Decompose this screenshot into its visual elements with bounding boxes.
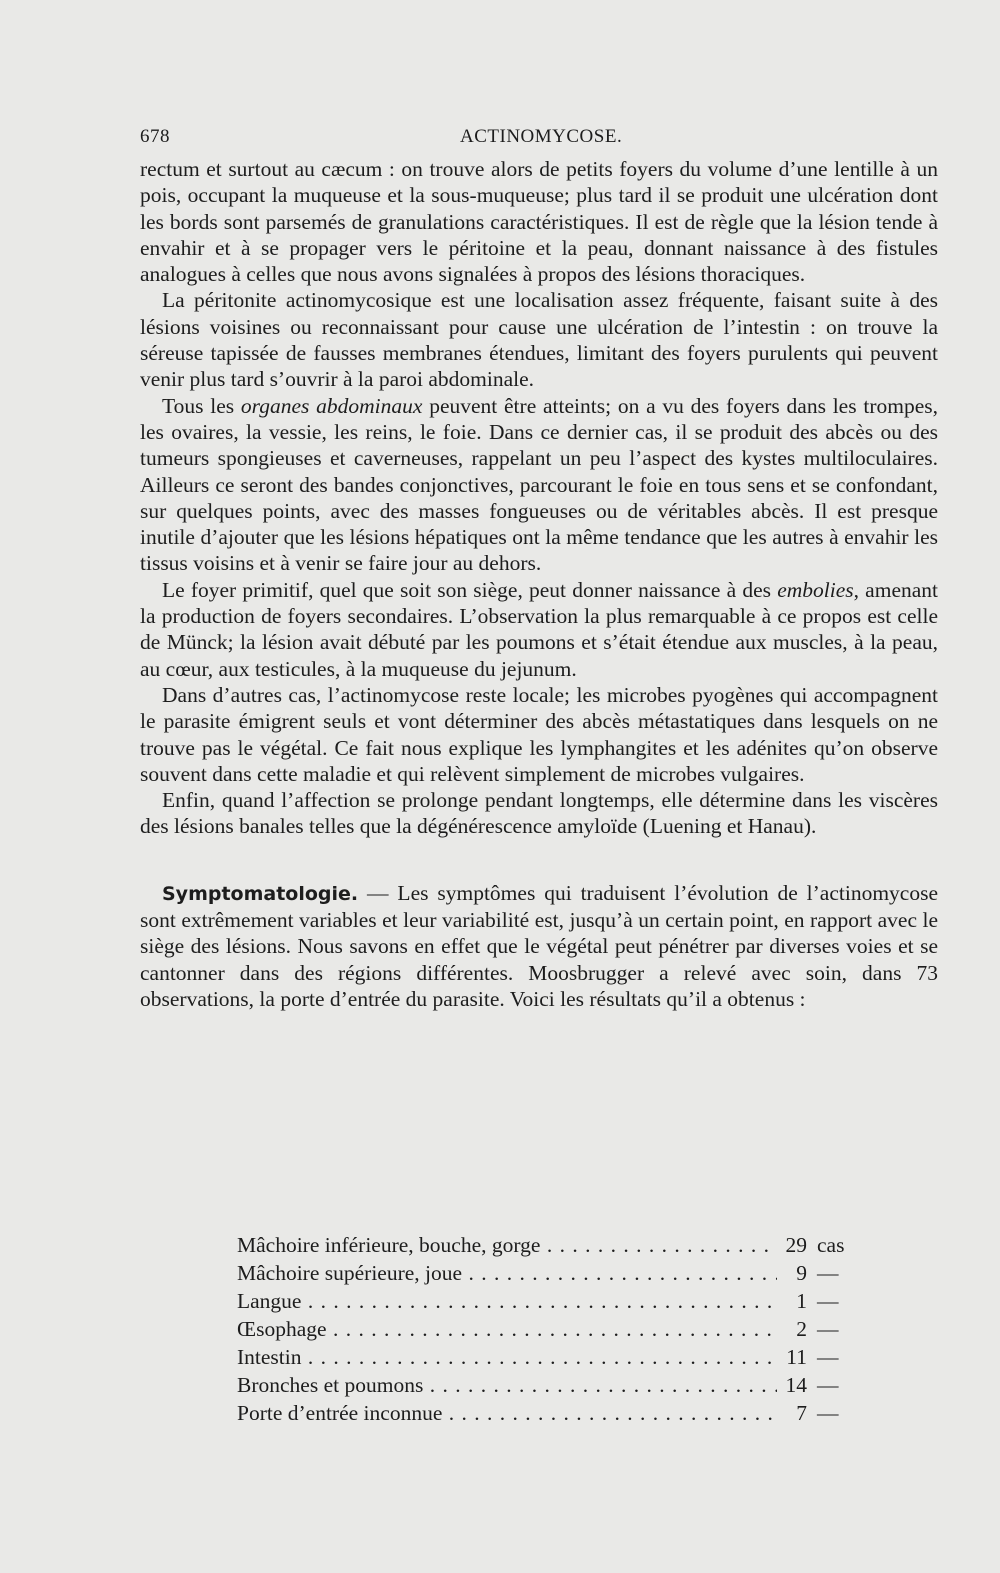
paragraph-embolies xyxy=(140,577,938,682)
italic-term: embolies xyxy=(777,577,854,602)
stats-unit: — xyxy=(817,1289,839,1313)
stats-row xyxy=(237,1343,857,1371)
text-run: — Les symptômes qui traduisent l’évolution de l’actinomycose sont extrêmement variables et leur variabilité est, jusqu’à un certain point, en rapport avec le siège des lésions. Nous savons en effet que le végétal peut pénétrer par diverses voies et se cantonner dans des régions différentes. Moosbrugger a relevé avec soin, dans 73 observations, la porte d’entrée du parasite. Voici les résultats qu’il a obtenus : xyxy=(140,880,938,1011)
stats-unit: — xyxy=(817,1317,839,1341)
running-title: ACTINOMYCOSE. xyxy=(460,126,623,147)
italic-term: organes abdominaux xyxy=(240,393,423,418)
stats-label: Langue . . . xyxy=(237,1287,777,1315)
stats-count: 2 xyxy=(796,1317,807,1341)
stats-unit: cas xyxy=(817,1233,845,1257)
paragraph-organes xyxy=(140,393,938,577)
page-number: 678 xyxy=(140,126,170,147)
stats-row xyxy=(237,1259,857,1287)
stats-unit: — xyxy=(817,1401,839,1425)
paragraph-symptomatologie xyxy=(140,880,938,1012)
paragraph-rectum: rectum et surtout au cæcum : on trouve alors de petits foyers du volume d’une lentille à un pois, occupant la muqueuse et la sous-muqueuse; plus tard il se produit une ulcération dont les bords sont parsemés de granulations caractéristiques. Il est de règle que la lésion tende à envahir et à se propager vers le péritoine et la peau, donnant naissance à des fistules analogues à celles que nous avons signalées à propos des lésions thoraciques. xyxy=(140,157,938,287)
stats-count: 9 xyxy=(796,1261,807,1285)
stats-row xyxy=(237,1399,857,1427)
section-heading: Symptomatologie. xyxy=(162,882,359,905)
paragraph-enfin: Enfin, quand l’affection se prolonge pendant longtemps, elle détermine dans les viscères des lésions banales telles que la dégénérescence amyloïde (Luening et Hanau). xyxy=(140,788,938,839)
text-run: Tous les xyxy=(162,393,241,418)
stats-label: Mâchoire supérieure, joue . . . xyxy=(237,1259,777,1287)
paragraph-locale: Dans d’autres cas, l’actinomycose reste locale; les microbes pyogènes qui accompagnent le parasite émigrent seuls et vont déterminer des abcès métastatiques dans lesquels on ne trouve pas le végétal. Ce fait nous explique les lymphangites et les adénites qu’on observe souvent dans cette maladie et qui relèvent simplement de microbes vulgaires. xyxy=(140,682,938,786)
stats-label: Bronches et poumons . . . xyxy=(237,1371,777,1399)
stats-row xyxy=(237,1371,857,1399)
stats-label: Intestin . . . xyxy=(237,1343,777,1371)
stats-count: 14 xyxy=(785,1373,807,1397)
stats-label: Mâchoire inférieure, bouche, gorge . . . xyxy=(237,1231,777,1259)
text-run: peuvent être atteints; on a vu des foyers dans les trompes, les ovaires, la vessie, les reins, le foie. Dans ce dernier cas, il se produit des abcès ou des tumeurs spongieuses et caverneuses, rappelant un peu l’aspect des kystes multiloculaires. Ailleurs ce seront des bandes conjonctives, parcourant le foie en tous sens et se confondant, sur quelques points, avec des masses fongueuses ou de véritables abcès. Il est presque inutile d’ajouter que les lésions hépatiques ont la même tendance que les autres à envahir les tissus voisins et à venir se faire jour au dehors. xyxy=(140,393,938,576)
stats-count: 1 xyxy=(796,1289,807,1313)
stats-row xyxy=(237,1231,857,1259)
body-text xyxy=(140,156,938,1012)
stats-row xyxy=(237,1287,857,1315)
stats-unit: — xyxy=(817,1261,839,1285)
running-head xyxy=(140,126,940,150)
stats-label: Porte d’entrée inconnue . . . xyxy=(237,1399,777,1427)
stats-label: Œsophage . . . xyxy=(237,1315,777,1343)
paragraph-peritonite: La péritonite actinomycosique est une localisation assez fréquente, faisant suite à des lésions voisines ou reconnaissant pour cause une ulcération de l’intestin : on trouve la séreuse tapissée de fausses membranes étendues, limitant des foyers purulents qui peuvent venir plus tard s’ouvrir à la paroi abdominale. xyxy=(140,288,938,392)
stats-count: 29 xyxy=(785,1233,807,1257)
stats-list xyxy=(237,1231,857,1427)
stats-unit: — xyxy=(817,1345,839,1369)
text-run: Le foyer primitif, quel que soit son siège, peut donner naissance à des xyxy=(162,577,778,602)
stats-count: 11 xyxy=(786,1345,807,1369)
stats-count: 7 xyxy=(796,1401,807,1425)
text-run: , amenant la production de foyers secondaires. L’observation la plus remarquable à ce propos est celle de Münck; la lésion avait débuté par les poumons et s’était étendue aux muscles, à la peau, au cœur, aux testicules, à la muqueuse du jejunum. xyxy=(140,577,938,681)
stats-row xyxy=(237,1315,857,1343)
stats-unit: — xyxy=(817,1373,839,1397)
